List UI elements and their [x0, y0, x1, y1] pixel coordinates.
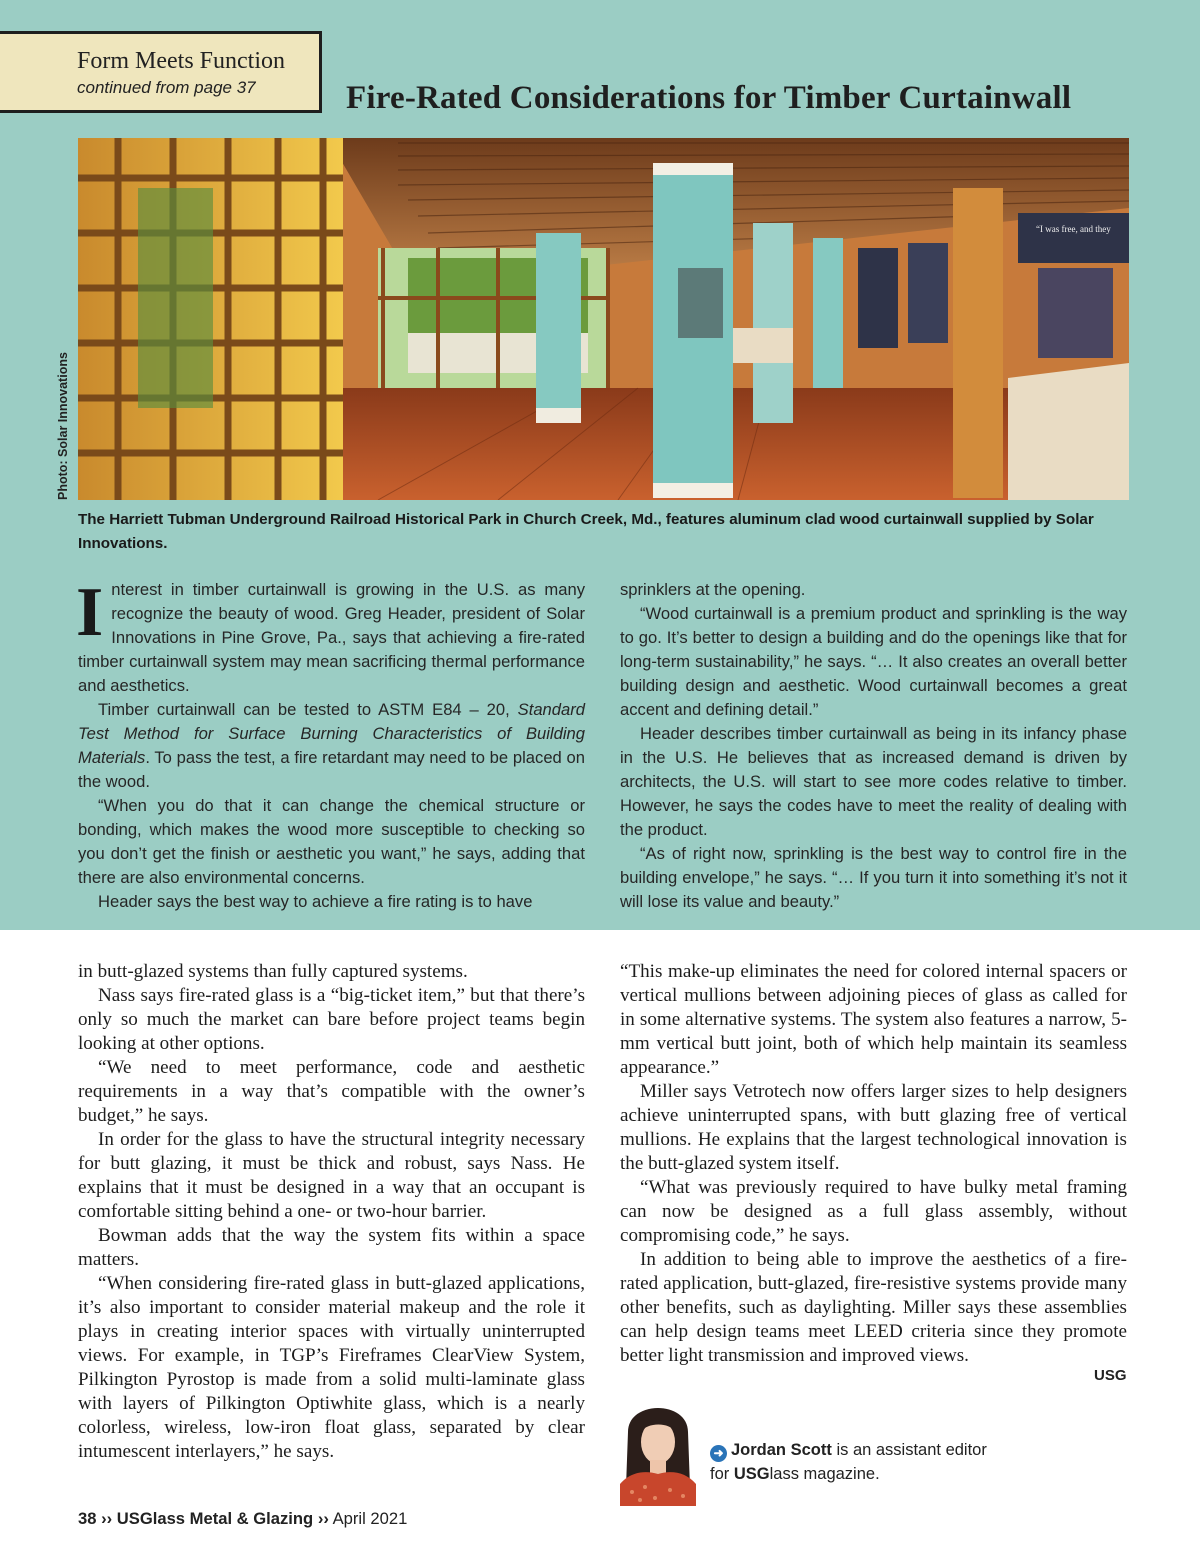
magazine-name: USGlass Metal & Glazing — [116, 1509, 314, 1528]
footer-separator: ›› — [101, 1509, 113, 1528]
body-paragraph: “When considering fire-rated glass in butt-glazed applications, it’s also important to consider material makeup and the role it plays in creating interior spaces with virtually uninterrupted views. For example, in TGP’s Fireframes ClearView System, Pilkington Pyrostop is made from a solid multi-laminate glass with layers of Pilkington Optiwhite glass, which is a nearly colorless, wireless, low-iron float glass, separated by clear intumescent interlayers,” he says. — [78, 1273, 585, 1462]
body-paragraph: “This make-up eliminates the need for colored internal spacers or vertical mullions between adjoining pieces of glass as called for in some alternative systems. The system also features a narrow, 5-mm vertical butt joint, both of which help maintain its seamless appearance.” — [620, 961, 1127, 1078]
article-headline: Fire-Rated Considerations for Timber Curtainwall — [346, 80, 1072, 116]
issue-date: April 2021 — [332, 1509, 408, 1528]
sidebar-right-column — [620, 578, 1127, 914]
body-paragraph: Miller says Vetrotech now offers larger sizes to help designers achieve uninterrupted spans, with butt glazing free of vertical mullions. He explains that the largest technological innovation is the butt-glazed system itself. — [620, 1081, 1127, 1174]
body-paragraph: Bowman adds that the way the system fits within a space matters. — [78, 1225, 585, 1270]
body-paragraph: In order for the glass to have the structural integrity necessary for butt glazing, it must be thick and robust, says Nass. He explains that it must be designed in a way that an occupant is comfortable sitting behind a one- or two-hour barrier. — [78, 1129, 585, 1222]
photo-credit: Photo: Solar Innovations — [56, 352, 70, 500]
author-bio-line-1: ➜ Jordan Scott is an assistant editor — [710, 1438, 987, 1462]
body-paragraph: “When you do that it can change the chemical structure or bonding, which makes the wood more susceptible to checking so you don’t get the finish or aesthetic you want,” he says, adding that there are also environmental concerns. — [78, 796, 585, 887]
body-paragraph: Timber curtainwall can be tested to ASTM E84 – 20, Standard Test Method for Surface Burning Characteristics of Building Materials. To pass the test, a fire retardant may need to be placed on the wood. — [78, 700, 585, 791]
author-name: Jordan Scott — [731, 1441, 832, 1459]
body-paragraph: “Wood curtainwall is a premium product and sprinkling is the way to go. It’s better to design a building and do the openings like that for long-term sustainability,” he says. “… It also creates an overall better building design and aesthetic. Wood curtainwall becomes a great accent and defining detail.” — [620, 604, 1127, 719]
exhibit-quote-text: “I was free, and they — [1036, 224, 1111, 234]
photo-caption: The Harriett Tubman Underground Railroad Historical Park in Church Creek, Md., features aluminum clad wood curtainwall supplied by Solar Innovations. — [78, 511, 1094, 552]
article-photo — [78, 138, 1129, 500]
body-paragraph: “As of right now, sprinkling is the best way to control fire in the building envelope,” he says. “… If you turn it into something it’s not it will lose its value and beauty.” — [620, 844, 1127, 911]
page-number: 38 — [78, 1509, 97, 1528]
body-paragraph: “We need to meet performance, code and aesthetic requirements in a way that’s compatible with the owner’s budget,” he says. — [78, 1057, 585, 1126]
arrow-right-circle-icon: ➜ — [710, 1445, 727, 1462]
section-name: Form Meets Function — [77, 48, 285, 74]
body-paragraph: sprinklers at the opening. — [620, 580, 806, 599]
sidebar-left-column — [76, 574, 585, 914]
main-right-column — [620, 960, 1127, 1368]
body-paragraph: Nass says fire-rated glass is a “big-ticket item,” but that there’s only so much the market can bare before project teams begin looking at other options. — [78, 985, 585, 1054]
author-bio-line-2: for USGlass magazine. — [710, 1465, 880, 1483]
dropcap: I — [76, 574, 104, 651]
continued-note: continued from page 37 — [77, 78, 256, 97]
footer-separator: ›› — [317, 1509, 329, 1528]
page-footer — [78, 1509, 407, 1529]
body-paragraph: Header says the best way to achieve a fire rating is to have — [98, 892, 533, 911]
body-paragraph: In addition to being able to improve the aesthetics of a fire-rated application, butt-glazed, fire-resistive systems provide many other benefits, such as daylighting. Miller says these assemblies can help design teams meet LEED criteria since they promote better light transmission and improved views. — [620, 1249, 1127, 1366]
article-end-mark: USG — [1094, 1367, 1127, 1384]
section-tab — [0, 31, 322, 113]
author-bio — [710, 1438, 987, 1486]
body-paragraph: Interest in timber curtainwall is growing in the U.S. as many recognize the beauty of wood. Greg Header, president of Solar Innovations in Pine Grove, Pa., says that achieving a fire-rated timber curtainwall system may mean sacrificing thermal performance and aesthetics. — [76, 574, 585, 695]
main-left-column — [78, 960, 585, 1464]
body-paragraph: in butt-glazed systems than fully captured systems. — [78, 961, 468, 982]
body-paragraph: “What was previously required to have bulky metal framing can now be designed as a full glass assembly, without compromising code,” he says. — [620, 1177, 1127, 1246]
body-paragraph: Header describes timber curtainwall as being in its infancy phase in the U.S. He believes that as increased demand is driven by architects, the U.S. will start to see more codes relative to timber. However, he says the codes have to meet the reality of dealing with the product. — [620, 724, 1127, 839]
author-headshot — [620, 1392, 696, 1506]
